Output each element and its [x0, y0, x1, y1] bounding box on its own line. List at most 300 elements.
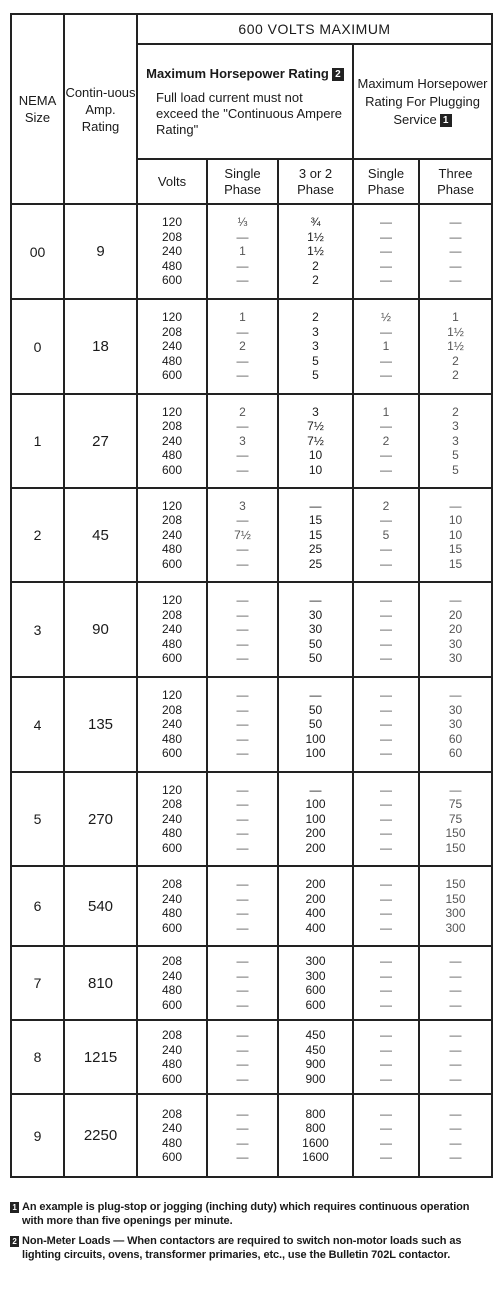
- cell-value: 600: [305, 997, 326, 1012]
- cell-value: 75: [448, 797, 463, 812]
- cell-value: —: [380, 651, 392, 666]
- cell-value: —: [236, 593, 249, 608]
- continuous-amp-cell: 90: [64, 582, 137, 677]
- continuous-amp-header: [64, 14, 137, 204]
- single-cell: [207, 946, 278, 1020]
- cell-value: 300: [445, 906, 466, 920]
- cell-value: 400: [305, 920, 326, 935]
- nema-size-cell: 3: [11, 582, 64, 677]
- cell-value: —: [236, 462, 249, 477]
- cell-value: —: [380, 1135, 392, 1150]
- cell-value: 208: [161, 513, 183, 528]
- cell-value: —: [449, 954, 462, 968]
- cell-value: 30: [308, 622, 323, 637]
- cell-value: —: [236, 891, 249, 906]
- cell-value: 480: [161, 731, 183, 746]
- cell-value: —: [236, 1057, 249, 1071]
- three-cell: [278, 772, 353, 866]
- plug-three-cell: [419, 946, 492, 1020]
- cell-value: —: [380, 1150, 392, 1164]
- cell-value: 800: [305, 1121, 326, 1135]
- cell-value: —: [236, 997, 249, 1012]
- cell-value: 100: [305, 731, 326, 746]
- cell-value: 5: [452, 462, 459, 477]
- cell-value: 10: [448, 513, 463, 528]
- cell-value: —: [380, 462, 392, 477]
- footnote-2-box: 2: [10, 1236, 19, 1247]
- cell-value: 240: [161, 339, 183, 354]
- max-hp-note: Full load current must not exceed the "Continuous Ampere Rating": [156, 90, 343, 137]
- table-body: [11, 204, 492, 1177]
- cell-value: 240: [161, 891, 183, 906]
- cell-value: 600: [161, 997, 183, 1012]
- footnote-1: [10, 1200, 491, 1228]
- cell-value: —: [380, 607, 392, 622]
- continuous-amp-cell: 540: [64, 866, 137, 946]
- cell-value: —: [380, 797, 392, 812]
- cell-value: 200: [305, 877, 326, 891]
- cell-value: —: [380, 1042, 392, 1057]
- three-cell: [278, 204, 353, 299]
- cell-value: 200: [305, 826, 326, 841]
- cell-value: —: [380, 229, 392, 244]
- cell-value: 240: [161, 1121, 183, 1135]
- cell-value: 200: [305, 840, 326, 855]
- cell-value: —: [380, 702, 392, 717]
- cell-value: 1: [382, 339, 390, 354]
- cell-value: ½: [380, 310, 391, 325]
- plug-three-cell: [419, 204, 492, 299]
- cell-value: —: [236, 797, 249, 812]
- cell-value: —: [236, 448, 249, 463]
- cell-value: 600: [161, 651, 183, 666]
- cell-value: —: [236, 717, 249, 732]
- cell-value: 300: [305, 968, 326, 983]
- cell-value: —: [380, 593, 392, 608]
- cell-value: 120: [161, 310, 183, 325]
- cell-value: 5: [382, 527, 390, 542]
- cell-value: —: [380, 1057, 392, 1071]
- cell-value: 50: [308, 717, 323, 732]
- cell-value: 100: [305, 746, 326, 761]
- cell-value: 600: [161, 840, 183, 855]
- cell-value: —: [380, 968, 392, 983]
- cell-value: —: [380, 920, 392, 935]
- cell-value: 75: [448, 811, 463, 826]
- cell-value: 208: [161, 877, 183, 891]
- cell-value: —: [449, 498, 462, 513]
- table-row: [11, 582, 492, 677]
- cell-value: 2: [312, 273, 319, 288]
- cell-value: —: [380, 1028, 392, 1042]
- cell-value: —: [236, 1150, 249, 1164]
- cell-value: 15: [448, 556, 463, 571]
- table-row: [11, 204, 492, 299]
- cell-value: 50: [308, 636, 323, 651]
- plug-single-cell: [353, 299, 419, 394]
- cell-value: —: [380, 324, 392, 339]
- cell-value: 240: [161, 433, 183, 448]
- cell-value: 25: [308, 542, 323, 557]
- cell-value: —: [236, 607, 249, 622]
- cell-value: 900: [305, 1071, 326, 1086]
- cell-value: 300: [445, 920, 466, 935]
- cell-value: 480: [161, 258, 183, 273]
- cell-value: 208: [161, 419, 183, 434]
- cell-value: —: [236, 1106, 249, 1121]
- plug-three-phase-header: Three Phase: [419, 159, 492, 204]
- cell-value: —: [309, 688, 322, 703]
- single-cell: [207, 772, 278, 866]
- plug-single-cell: [353, 866, 419, 946]
- cell-value: —: [380, 746, 392, 761]
- cell-value: 900: [305, 1057, 326, 1071]
- plug-three-cell: [419, 488, 492, 582]
- continuous-amp-cell: 45: [64, 488, 137, 582]
- cell-value: —: [449, 215, 462, 230]
- nema-rating-table-container: [10, 13, 491, 1178]
- nema-size-cell: 0: [11, 299, 64, 394]
- cell-value: 240: [161, 717, 183, 732]
- cell-value: —: [236, 324, 249, 339]
- cell-value: 2: [239, 339, 246, 354]
- cell-value: 600: [161, 368, 183, 383]
- cell-value: 1½: [307, 229, 324, 244]
- cell-value: ⅓: [237, 215, 248, 230]
- plug-single-cell: [353, 677, 419, 772]
- cell-value: —: [380, 731, 392, 746]
- cell-value: 120: [161, 215, 183, 230]
- plug-single-cell: [353, 488, 419, 582]
- footnote-1-text: An example is plug-stop or jogging (inching duty) which requires continuous operation with more than five openings per minute.: [22, 1201, 470, 1227]
- cell-value: 5: [452, 448, 459, 463]
- cell-value: 240: [161, 1042, 183, 1057]
- nema-size-cell: 9: [11, 1094, 64, 1177]
- single-cell: [207, 394, 278, 488]
- cell-value: —: [236, 353, 249, 368]
- plug-three-cell: [419, 1020, 492, 1094]
- footnote-1-box: 1: [10, 1202, 19, 1213]
- volts-cell: [137, 582, 207, 677]
- cell-value: 2: [452, 368, 459, 383]
- cell-value: —: [449, 1071, 462, 1086]
- cell-value: 7½: [234, 527, 251, 542]
- cell-value: —: [449, 1150, 462, 1164]
- cell-value: —: [380, 688, 392, 703]
- single-cell: [207, 582, 278, 677]
- cell-value: 3: [452, 433, 459, 448]
- cell-value: —: [380, 542, 392, 557]
- single-cell: [207, 488, 278, 582]
- cell-value: 30: [448, 702, 463, 717]
- plug-three-cell: [419, 772, 492, 866]
- cell-value: —: [380, 244, 392, 259]
- cell-value: —: [449, 1135, 462, 1150]
- three-cell: [278, 394, 353, 488]
- cell-value: 208: [161, 1028, 183, 1042]
- cell-value: 1½: [447, 339, 464, 354]
- cell-value: 480: [161, 448, 183, 463]
- cell-value: —: [236, 688, 249, 703]
- table-row: [11, 488, 492, 582]
- cell-value: 20: [448, 607, 463, 622]
- table-row: [11, 772, 492, 866]
- volts-cell: [137, 772, 207, 866]
- cell-value: 480: [161, 542, 183, 557]
- cell-value: 600: [305, 983, 326, 997]
- continuous-amp-cell: 135: [64, 677, 137, 772]
- cell-value: —: [380, 1121, 392, 1135]
- cell-value: —: [236, 542, 249, 557]
- volts-cell: [137, 677, 207, 772]
- cell-value: 15: [308, 527, 323, 542]
- continuous-amp-cell: 270: [64, 772, 137, 866]
- plug-single-cell: [353, 394, 419, 488]
- cell-value: 50: [308, 651, 323, 666]
- cell-value: 600: [161, 1150, 183, 1164]
- nema-size-label: NEMA Size: [18, 93, 57, 125]
- cell-value: —: [236, 622, 249, 637]
- cell-value: 450: [305, 1028, 326, 1042]
- nema-size-cell: 4: [11, 677, 64, 772]
- cell-value: 3: [312, 339, 319, 354]
- continuous-amp-cell: 18: [64, 299, 137, 394]
- cell-value: 25: [308, 556, 323, 571]
- cell-value: —: [236, 636, 249, 651]
- nema-size-cell: 6: [11, 866, 64, 946]
- cell-value: —: [236, 826, 249, 841]
- cell-value: —: [309, 782, 322, 797]
- cell-value: 240: [161, 244, 183, 259]
- cell-value: —: [449, 688, 462, 703]
- nema-size-cell: 2: [11, 488, 64, 582]
- max-volts-header: 600 VOLTS MAXIMUM: [137, 14, 492, 44]
- cell-value: 1½: [447, 324, 464, 339]
- cell-value: 7½: [307, 433, 324, 448]
- table-row: [11, 946, 492, 1020]
- cell-value: —: [236, 1071, 249, 1086]
- cell-value: 480: [161, 1057, 183, 1071]
- cell-value: —: [380, 215, 392, 230]
- cell-value: —: [236, 1121, 249, 1135]
- cell-value: 1: [382, 404, 390, 419]
- max-hp-title: Maximum Horsepower Rating: [146, 66, 329, 81]
- cell-value: 2: [452, 353, 459, 368]
- nema-rating-table: [10, 13, 493, 1178]
- cell-value: 3: [312, 324, 319, 339]
- table-row: [11, 1020, 492, 1094]
- three-cell: [278, 582, 353, 677]
- cell-value: 208: [161, 954, 183, 968]
- volts-cell: [137, 299, 207, 394]
- cell-value: —: [449, 1042, 462, 1057]
- cell-value: 15: [448, 542, 463, 557]
- cell-value: —: [449, 273, 462, 288]
- cell-value: 15: [308, 513, 323, 528]
- plug-three-cell: [419, 582, 492, 677]
- footnote-2-marker: 2: [332, 68, 344, 81]
- continuous-amp-cell: 2250: [64, 1094, 137, 1177]
- cell-value: 400: [305, 906, 326, 920]
- cell-value: —: [380, 782, 392, 797]
- cell-value: 150: [445, 877, 466, 891]
- cell-value: —: [449, 1028, 462, 1042]
- cell-value: 120: [161, 404, 183, 419]
- cell-value: 240: [161, 622, 183, 637]
- single-cell: [207, 677, 278, 772]
- cell-value: —: [449, 593, 462, 608]
- cell-value: 600: [161, 273, 183, 288]
- cell-value: 600: [161, 556, 183, 571]
- three-or-two-phase-header: 3 or 2 Phase: [278, 159, 353, 204]
- cell-value: 2: [312, 310, 319, 325]
- cell-value: 120: [161, 593, 183, 608]
- cell-value: 60: [448, 731, 463, 746]
- cell-value: 600: [161, 1071, 183, 1086]
- cell-value: 3: [312, 404, 319, 419]
- cell-value: —: [449, 1057, 462, 1071]
- cell-value: 30: [308, 607, 323, 622]
- cell-value: —: [380, 513, 392, 528]
- cell-value: —: [380, 448, 392, 463]
- cell-value: 3: [239, 433, 246, 448]
- cell-value: 208: [161, 797, 183, 812]
- volts-cell: [137, 1094, 207, 1177]
- cell-value: 208: [161, 607, 183, 622]
- single-cell: [207, 1094, 278, 1177]
- cell-value: —: [236, 968, 249, 983]
- continuous-amp-cell: 1215: [64, 1020, 137, 1094]
- cell-value: 20: [448, 622, 463, 637]
- cell-value: 300: [305, 954, 326, 968]
- volts-cell: [137, 394, 207, 488]
- cell-value: —: [380, 353, 392, 368]
- cell-value: —: [236, 273, 249, 288]
- cell-value: —: [236, 983, 249, 997]
- cell-value: —: [236, 419, 249, 434]
- cell-value: 150: [445, 840, 466, 855]
- cell-value: —: [449, 782, 462, 797]
- cell-value: 10: [448, 527, 463, 542]
- table-row: [11, 394, 492, 488]
- three-cell: [278, 946, 353, 1020]
- cell-value: —: [236, 877, 249, 891]
- cell-value: —: [449, 258, 462, 273]
- cell-value: 5: [312, 353, 319, 368]
- cell-value: 600: [161, 462, 183, 477]
- cell-value: 3: [452, 419, 459, 434]
- cell-value: 30: [448, 717, 463, 732]
- table-row: [11, 677, 492, 772]
- cell-value: —: [380, 622, 392, 637]
- cell-value: 100: [305, 797, 326, 812]
- cell-value: 60: [448, 746, 463, 761]
- cell-value: 1600: [302, 1150, 329, 1164]
- cell-value: —: [380, 983, 392, 997]
- cell-value: 480: [161, 353, 183, 368]
- table-row: [11, 866, 492, 946]
- cell-value: 50: [308, 702, 323, 717]
- volts-cell: [137, 1020, 207, 1094]
- cell-value: 240: [161, 527, 183, 542]
- cell-value: —: [380, 997, 392, 1012]
- cell-value: —: [236, 651, 249, 666]
- cell-value: 208: [161, 702, 183, 717]
- cell-value: —: [236, 1028, 249, 1042]
- plug-single-cell: [353, 946, 419, 1020]
- cell-value: 120: [161, 782, 183, 797]
- three-cell: [278, 866, 353, 946]
- cell-value: 1: [239, 244, 246, 259]
- cell-value: 2: [312, 258, 319, 273]
- cell-value: —: [380, 811, 392, 826]
- cell-value: 150: [445, 826, 466, 841]
- cell-value: —: [236, 840, 249, 855]
- cell-value: 7½: [307, 419, 324, 434]
- cell-value: 480: [161, 826, 183, 841]
- footnote-1-marker: 1: [440, 114, 452, 127]
- nema-size-cell: 1: [11, 394, 64, 488]
- cell-value: —: [380, 840, 392, 855]
- cell-value: —: [236, 513, 249, 528]
- plug-three-cell: [419, 677, 492, 772]
- cell-value: 2: [382, 433, 390, 448]
- nema-size-cell: 00: [11, 204, 64, 299]
- three-cell: [278, 1020, 353, 1094]
- cell-value: —: [380, 906, 392, 920]
- cell-value: —: [236, 782, 249, 797]
- cell-value: 5: [312, 368, 319, 383]
- continuous-amp-label: Contin-uous Amp. Rating: [65, 84, 136, 134]
- single-cell: [207, 866, 278, 946]
- cell-value: —: [380, 1106, 392, 1121]
- three-cell: [278, 299, 353, 394]
- cell-value: 200: [305, 891, 326, 906]
- footnotes: [10, 1200, 491, 1268]
- cell-value: 30: [448, 636, 463, 651]
- cell-value: —: [380, 891, 392, 906]
- cell-value: 10: [308, 448, 323, 463]
- single-phase-header: Single Phase: [207, 159, 278, 204]
- cell-value: 120: [161, 498, 183, 513]
- volts-cell: [137, 866, 207, 946]
- single-cell: [207, 299, 278, 394]
- volts-header: Volts: [137, 159, 207, 204]
- cell-value: —: [236, 1135, 249, 1150]
- plug-three-cell: [419, 299, 492, 394]
- cell-value: —: [380, 877, 392, 891]
- cell-value: 480: [161, 636, 183, 651]
- cell-value: 1: [452, 310, 459, 325]
- nema-size-cell: 8: [11, 1020, 64, 1094]
- cell-value: —: [236, 811, 249, 826]
- cell-value: 10: [308, 462, 323, 477]
- plug-single-cell: [353, 1094, 419, 1177]
- three-cell: [278, 488, 353, 582]
- cell-value: —: [380, 717, 392, 732]
- plugging-title: Maximum Horsepower Rating For Plugging Service: [357, 75, 488, 127]
- cell-value: —: [449, 1121, 462, 1135]
- single-cell: [207, 204, 278, 299]
- continuous-amp-cell: 27: [64, 394, 137, 488]
- cell-value: 240: [161, 968, 183, 983]
- cell-value: 480: [161, 906, 183, 920]
- cell-value: —: [236, 229, 249, 244]
- plug-single-cell: [353, 1020, 419, 1094]
- cell-value: —: [236, 906, 249, 920]
- single-cell: [207, 1020, 278, 1094]
- table-row: [11, 299, 492, 394]
